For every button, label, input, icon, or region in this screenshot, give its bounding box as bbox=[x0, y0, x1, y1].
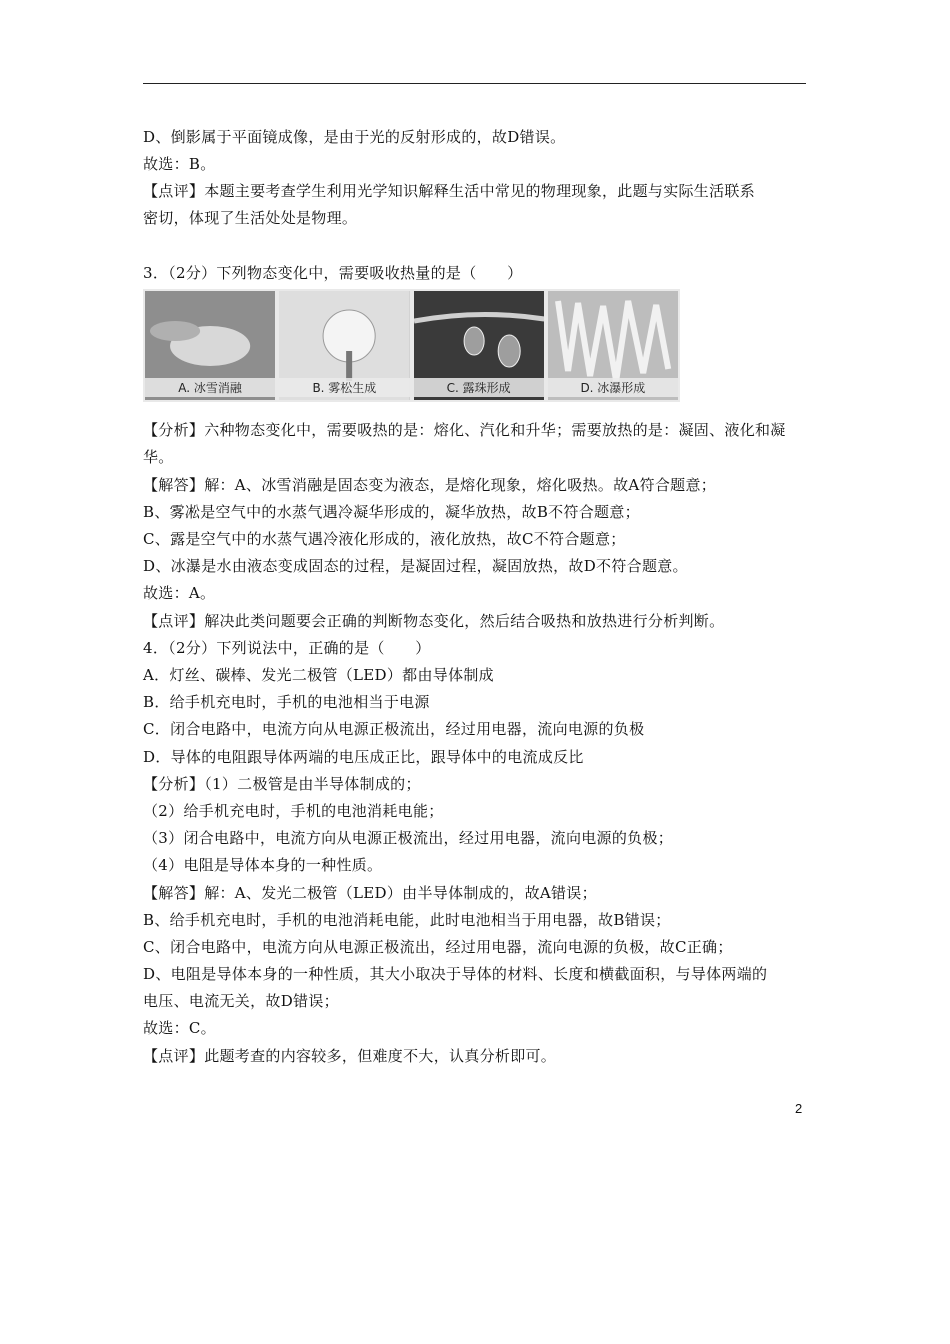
question-3-figure bbox=[143, 289, 680, 402]
question-4-stem: 4．（2分）下列说法中，正确的是（ ） bbox=[143, 639, 431, 657]
option-a: A．灯丝、碳棒、发光二极管（LED）都由导体制成 bbox=[143, 666, 494, 684]
text-line: （4）电阻是导体本身的一种性质。 bbox=[143, 856, 383, 874]
text-line: C、闭合电路中，电流方向从电源正极流出，经过用电器，流向电源的负极，故C正确； bbox=[143, 938, 733, 956]
text-line: 【分析】六种物态变化中，需要吸热的是：熔化、汽化和升华；需要放热的是：凝固、液化和凝 bbox=[143, 421, 786, 439]
caption-c: C. 露珠形成 bbox=[414, 378, 544, 397]
text-line: B、雾凇是空气中的水蒸气遇冷凝华形成的，凝华放热，故B不符合题意； bbox=[143, 503, 640, 521]
question-3-stem: 3．（2分）下列物态变化中，需要吸收热量的是（ ） bbox=[143, 264, 523, 282]
text-line: B、给手机充电时，手机的电池消耗电能，此时电池相当于用电器，故B错误； bbox=[143, 911, 671, 929]
text-line: （2）给手机充电时，手机的电池消耗电能； bbox=[143, 802, 444, 820]
text-line: 【解答】解：A、冰雪消融是固态变为液态，是熔化现象，熔化吸热。故A符合题意； bbox=[143, 476, 717, 494]
option-b: B．给手机充电时，手机的电池相当于电源 bbox=[143, 693, 430, 711]
option-c: C．闭合电路中，电流方向从电源正极流出，经过用电器，流向电源的负极 bbox=[143, 720, 645, 738]
text-line: 故选：B。 bbox=[143, 155, 216, 173]
text-line: 密切，体现了生活处处是物理。 bbox=[143, 209, 358, 227]
figure-panel-b bbox=[279, 291, 409, 400]
text-line: 【点评】解决此类问题要会正确的判断物态变化，然后结合吸热和放热进行分析判断。 bbox=[143, 612, 725, 630]
option-d: D．导体的电阻跟导体两端的电压成正比，跟导体中的电流成反比 bbox=[143, 748, 584, 766]
text-line: 【点评】此题考查的内容较多，但难度不大，认真分析即可。 bbox=[143, 1047, 557, 1065]
text-line: 故选：C。 bbox=[143, 1019, 216, 1037]
caption-d: D. 冰瀑形成 bbox=[548, 378, 678, 397]
text-line: 故选：A。 bbox=[143, 584, 216, 602]
text-line: D、冰瀑是水由液态变成固态的过程，是凝固过程，凝固放热，故D不符合题意。 bbox=[143, 557, 688, 575]
text-line: 【点评】本题主要考查学生利用光学知识解释生活中常见的物理现象，此题与实际生活联系 bbox=[143, 182, 756, 200]
caption-a: A. 冰雪消融 bbox=[145, 378, 275, 397]
text-line: 【解答】解：A、发光二极管（LED）由半导体制成的，故A错误； bbox=[143, 884, 597, 902]
text-line: D、倒影属于平面镜成像，是由于光的反射形成的，故D错误。 bbox=[143, 128, 566, 146]
text-line: 【分析】（1）二极管是由半导体制成的； bbox=[143, 775, 421, 793]
page-number: 2 bbox=[795, 1101, 803, 1116]
text-line: C、露是空气中的水蒸气遇冷液化形成的，液化放热，故C不符合题意； bbox=[143, 530, 626, 548]
text-line: （3）闭合电路中，电流方向从电源正极流出，经过用电器，流向电源的负极； bbox=[143, 829, 674, 847]
text-line: 华。 bbox=[143, 448, 174, 466]
figure-panel-c bbox=[414, 291, 544, 400]
header-rule bbox=[143, 83, 806, 84]
figure-panel-d bbox=[548, 291, 678, 400]
text-line: D、电阻是导体本身的一种性质，其大小取决于导体的材料、长度和横截面积，与导体两端的 bbox=[143, 965, 768, 983]
figure-panel-a bbox=[145, 291, 275, 400]
text-line: 电压、电流无关，故D错误； bbox=[143, 992, 339, 1010]
caption-b: B. 雾松生成 bbox=[279, 378, 409, 397]
